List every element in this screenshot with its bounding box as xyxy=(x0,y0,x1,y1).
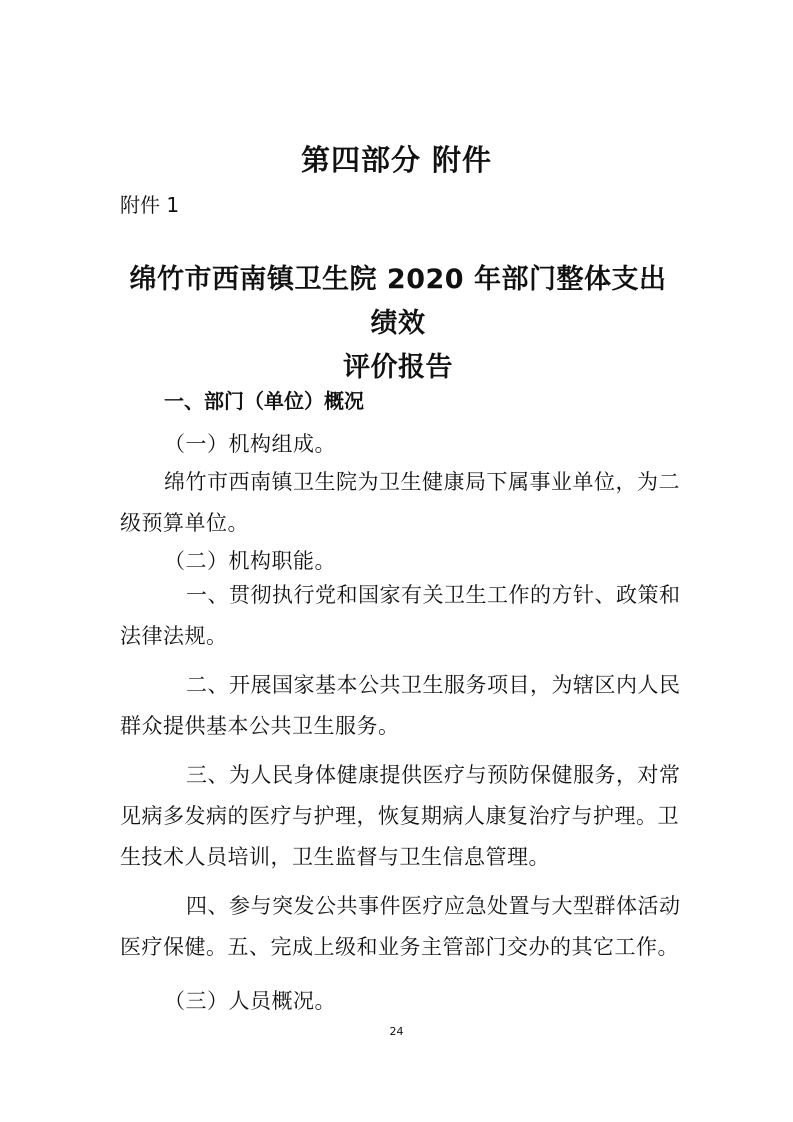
paragraph-line: 一、贯彻执行党和国家有关卫生工作的方针、政策和 xyxy=(186,583,681,607)
section-heading: 一、部门（单位）概况 xyxy=(164,389,364,413)
paragraph-line: 法律法规。 xyxy=(120,624,228,648)
paragraph-line: 生技术人员培训，卫生监督与卫生信息管理。 xyxy=(120,845,550,869)
part-title: 第四部分 附件 xyxy=(300,143,493,177)
report-title-line-2: 评价报告 xyxy=(343,352,453,383)
paragraph-line: 二、开展国家基本公共卫生服务项目，为辖区内人民 xyxy=(186,673,681,697)
attachment-label: 附件 1 xyxy=(120,193,180,217)
paragraph-line: 群众提供基本公共卫生服务。 xyxy=(120,714,400,738)
paragraph-line: 四、参与突发公共事件医疗应急处置与大型群体活动 xyxy=(186,894,681,918)
paragraph-line: 见病多发病的医疗与护理，恢复期病人康复治疗与护理。卫 xyxy=(120,804,679,828)
subheading-org-structure: （一）机构组成。 xyxy=(164,432,336,456)
page-number: 24 xyxy=(389,1025,404,1038)
subheading-staff-overview: （三）人员概况。 xyxy=(164,989,336,1013)
paragraph-line: 医疗保健。五、完成上级和业务主管部门交办的其它工作。 xyxy=(120,935,679,959)
report-title-line-1: 绵竹市西南镇卫生院 2020 年部门整体支出绩效 xyxy=(129,264,667,339)
paragraph-line: 三、为人民身体健康提供医疗与预防保健服务，对常 xyxy=(186,763,681,787)
paragraph-line: 级预算单位。 xyxy=(120,511,249,535)
report-title xyxy=(118,258,678,390)
subheading-org-functions: （二）机构职能。 xyxy=(164,549,336,573)
paragraph-line: 绵竹市西南镇卫生院为卫生健康局下属事业单位，为二 xyxy=(164,470,680,494)
